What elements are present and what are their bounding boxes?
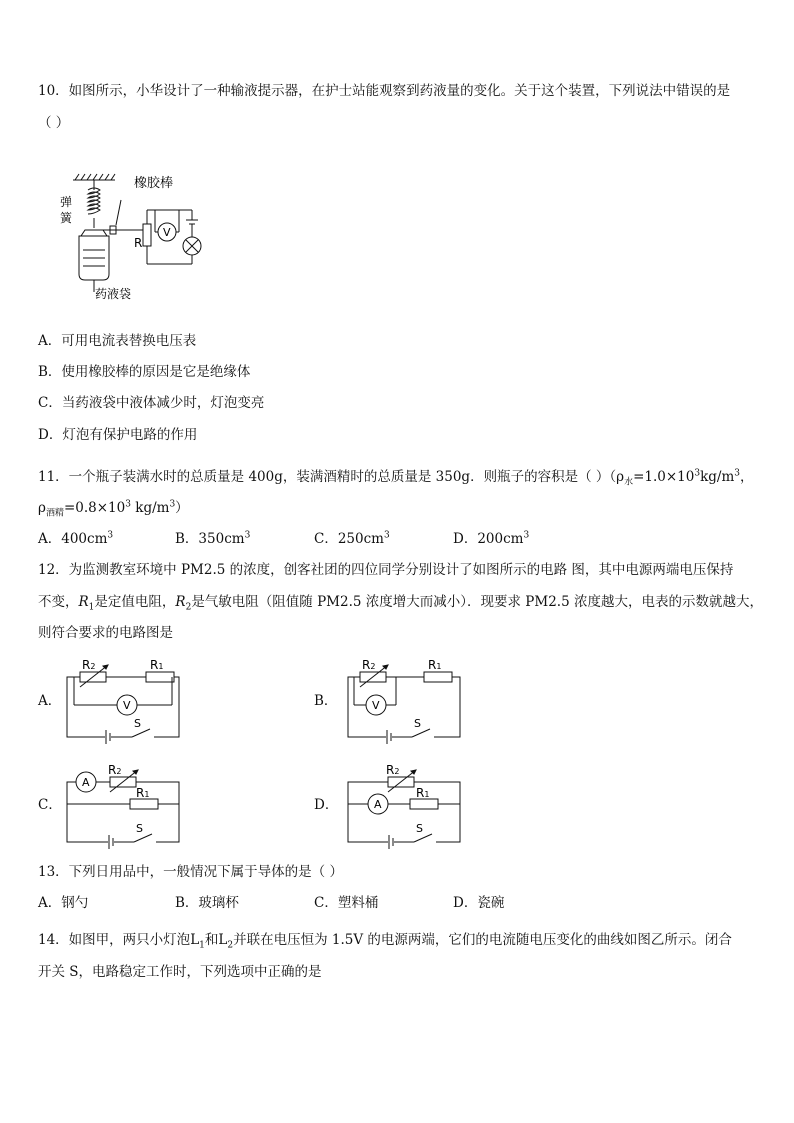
q13-option-c: C．塑料桶 xyxy=(314,895,379,911)
q14-stem-line1: 14．如图甲，两只小灯泡$L_1$和$L_2$并联在电压恒为 1.5V 的电源两端，它们的电流随电压变化的曲线如图乙所示。闭合 xyxy=(38,932,732,951)
ammeter-label: A xyxy=(82,776,90,789)
q13-stem: 13．下列日用品中，一般情况下属于导体的是（ ） xyxy=(38,864,343,880)
q10-stem-line2: （ ） xyxy=(38,115,70,131)
r1-label: R1 xyxy=(150,658,164,672)
q10-option-c: C．当药液袋中液体减少时，灯泡变亮 xyxy=(38,395,265,411)
r2-label: R2 xyxy=(108,763,122,777)
r2-label: R2 xyxy=(362,658,376,672)
r1-label: R1 xyxy=(428,658,442,672)
q11-option-c: C．$250cm^3$ xyxy=(314,530,390,547)
q11-option-b: B．$350cm^3$ xyxy=(175,530,251,547)
q12-option-c-letter: C． xyxy=(38,797,62,813)
spring-label-2: 簧 xyxy=(60,211,73,225)
q11-option-a: A．$400cm^3$ xyxy=(38,530,114,547)
ammeter-label: A xyxy=(374,798,382,811)
q12-option-d-letter: D． xyxy=(314,797,339,813)
q12-option-b-letter: B． xyxy=(314,693,338,709)
spring-label-1: 弹 xyxy=(60,195,73,209)
q12-stem-line1: 12．为监测教室环境中 PM2.5 的浓度，创客社团的四位同学分别设计了如图所示的电路 图，其中电源两端电压保持 xyxy=(38,562,734,578)
q12-circuit-a xyxy=(62,657,187,745)
r1-label: R1 xyxy=(136,786,150,800)
q13-option-a: A．钢勺 xyxy=(38,895,89,911)
q14-stem-line2: 开关 S，电路稳定工作时，下列选项中正确的是 xyxy=(38,964,322,980)
q12-circuit-b xyxy=(340,657,465,745)
voltmeter-label: V xyxy=(123,699,131,712)
r1-label: R1 xyxy=(416,786,430,800)
r2-label: R2 xyxy=(386,763,400,777)
q11-option-d: D．$200cm^3$ xyxy=(453,530,530,547)
q10-infusion-figure xyxy=(55,170,225,300)
switch-label: S xyxy=(136,822,143,835)
q11-stem-line2: $\rho_{酒精}=0.8\times 10^3$ $kg/m^3$） xyxy=(38,499,189,519)
q13-option-d: D．瓷碗 xyxy=(453,895,505,911)
q10-option-b: B．使用橡胶棒的原因是它是绝缘体 xyxy=(38,364,251,380)
switch-label: S xyxy=(416,822,423,835)
voltmeter-label: V xyxy=(372,699,380,712)
q13-option-b: B．玻璃杯 xyxy=(175,895,239,911)
q12-stem-line2: 不变，$R_1$是定值电阻，$R_2$是气敏电阻（阻值随 PM2.5 浓度增大而减小）．现要求 PM2.5 浓度越大，电表的示数就越大， xyxy=(38,594,763,613)
voltmeter-label: V xyxy=(163,226,171,239)
rubber-rod-label: 橡胶棒 xyxy=(134,176,174,191)
q10-option-d: D．灯泡有保护电路的作用 xyxy=(38,427,198,443)
q12-stem-line3: 则符合要求的电路图是 xyxy=(38,625,173,641)
q12-circuit-d xyxy=(340,760,465,850)
q10-option-a: A．可用电流表替换电压表 xyxy=(38,333,197,349)
r2-label: R2 xyxy=(82,658,96,672)
q12-circuit-c xyxy=(62,760,187,850)
resistor-label: R xyxy=(134,236,143,250)
q12-option-a-letter: A． xyxy=(38,693,62,709)
bag-label: 药液袋 xyxy=(95,287,132,300)
switch-label: S xyxy=(134,717,141,730)
q10-stem-line1: 10．如图所示，小华设计了一种输液提示器，在护士站能观察到药液量的变化。关于这个装置，下列说法中错误的是 xyxy=(38,83,731,99)
q11-stem-line1: 11．一个瓶子装满水时的总质量是 400g，装满酒精时的总质量是 350g．则瓶子的容积是（ ）（$\rho_水=1.0\times 10^3kg/m^3$， xyxy=(38,468,754,488)
switch-label: S xyxy=(414,717,421,730)
